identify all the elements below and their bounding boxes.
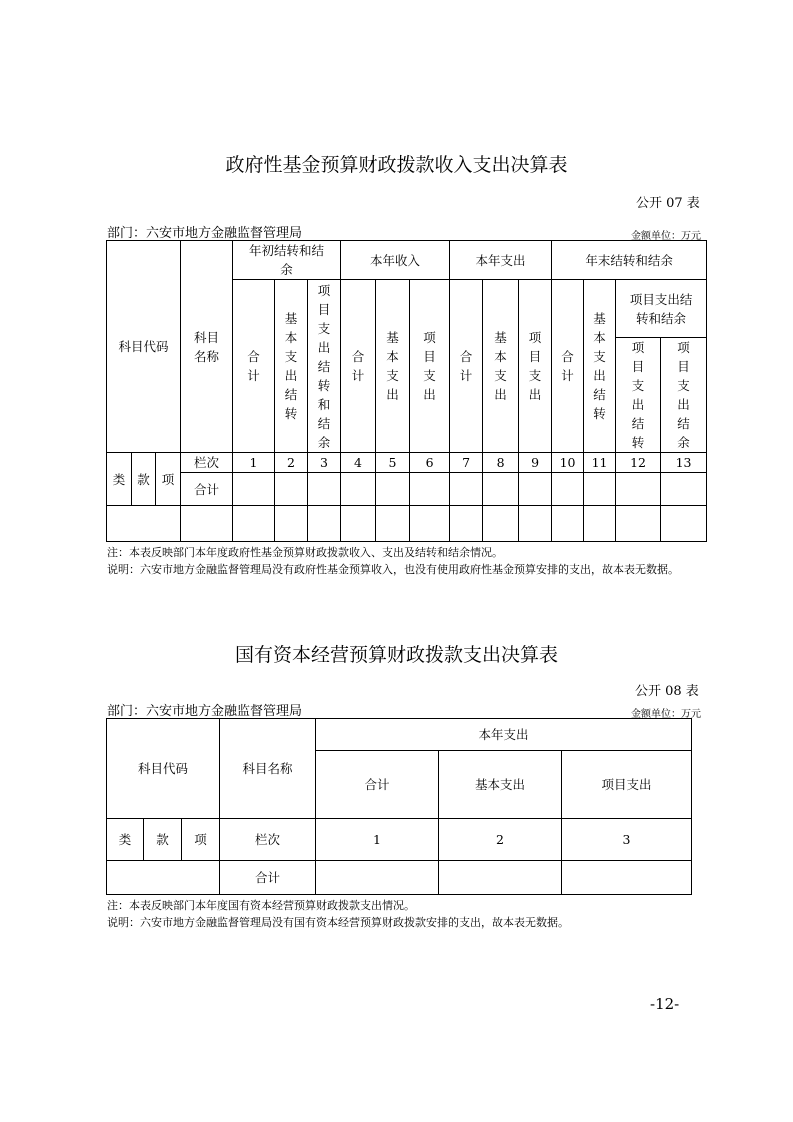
table2-row-lei: 类 bbox=[107, 819, 144, 861]
table1-grid bbox=[106, 240, 707, 542]
table1-unit: 金额单位：万元 bbox=[631, 231, 701, 242]
table1-num: 4 bbox=[341, 453, 376, 473]
table1-num: 10 bbox=[552, 453, 584, 473]
table1-num: 5 bbox=[376, 453, 410, 473]
table1-empty-row bbox=[107, 506, 707, 542]
table1-header-name: 科目名称 bbox=[181, 241, 233, 453]
table1-col-expense-basic: 基本支出 bbox=[483, 280, 519, 453]
table2-unit: 金额单位：万元 bbox=[631, 709, 701, 720]
table1-desc: 说明：六安市地方金融监督管理局没有政府性基金预算收入，也没有使用政府性基金预算安排的支出，故本表无数据。 bbox=[107, 563, 679, 576]
table1-num: 8 bbox=[483, 453, 519, 473]
table1-row-lei: 类 bbox=[107, 453, 132, 506]
table1-num: 6 bbox=[410, 453, 450, 473]
table1-col-income-project: 项目支出 bbox=[410, 280, 450, 453]
table1-num: 2 bbox=[275, 453, 308, 473]
table2-grid bbox=[106, 718, 692, 895]
table1-group-income: 本年收入 bbox=[341, 241, 450, 280]
table2-row-lanci: 栏次 bbox=[220, 819, 316, 861]
table1-row-kuan: 款 bbox=[132, 453, 156, 506]
table1-col-expense-total: 合计 bbox=[450, 280, 483, 453]
table2-num: 3 bbox=[562, 819, 692, 861]
table1-col-end-project-group: 项目支出结转和结余 bbox=[616, 280, 707, 338]
table1-col-income-basic: 基本支出 bbox=[376, 280, 410, 453]
table1-col-income-total: 合计 bbox=[341, 280, 376, 453]
table2-row-kuan: 款 bbox=[144, 819, 182, 861]
table2-dept: 部门：六安市地方金融监督管理局 bbox=[107, 704, 303, 719]
table1-num: 7 bbox=[450, 453, 483, 473]
table1-num: 13 bbox=[661, 453, 707, 473]
table2-row-xiang: 项 bbox=[182, 819, 220, 861]
table2-col-total: 合计 bbox=[316, 751, 439, 819]
table1-row-heji: 合计 bbox=[181, 473, 233, 506]
table2-note: 注：本表反映部门本年度国有资本经营预算财政拨款支出情况。 bbox=[107, 899, 415, 912]
table1-num: 11 bbox=[584, 453, 616, 473]
table1-row-xiang: 项 bbox=[156, 453, 181, 506]
table1-row-lanci: 栏次 bbox=[181, 453, 233, 473]
table1-form-no: 公开 07 表 bbox=[636, 196, 700, 211]
table1-dept: 部门：六安市地方金融监督管理局 bbox=[107, 226, 303, 241]
table1-group-end: 年末结转和结余 bbox=[552, 241, 707, 280]
table1-col-end-basic: 基本支出结转 bbox=[584, 280, 616, 453]
table1-num: 9 bbox=[519, 453, 552, 473]
table2-col-basic: 基本支出 bbox=[439, 751, 562, 819]
table1-col-end-project-surplus: 项目支出结余 bbox=[661, 338, 707, 453]
table2-num: 2 bbox=[439, 819, 562, 861]
table2-header-name: 科目名称 bbox=[220, 719, 316, 819]
table2-group-expense: 本年支出 bbox=[316, 719, 692, 751]
table1-col-end-total: 合计 bbox=[552, 280, 584, 453]
table2-header-code: 科目代码 bbox=[107, 719, 220, 819]
table1-col-begin-total: 合计 bbox=[233, 280, 275, 453]
table1-group-begin: 年初结转和结余 bbox=[233, 241, 341, 280]
table1-num: 3 bbox=[308, 453, 341, 473]
table1-col-end-project-carry: 项目支出结转 bbox=[616, 338, 661, 453]
table1-col-begin-project: 项目支出结转和结余 bbox=[308, 280, 341, 453]
table1-title: 政府性基金预算财政拨款收入支出决算表 bbox=[225, 154, 568, 176]
table1-header-code: 科目代码 bbox=[107, 241, 181, 453]
table1-group-expense: 本年支出 bbox=[450, 241, 552, 280]
table1-num: 12 bbox=[616, 453, 661, 473]
table2-desc: 说明：六安市地方金融监督管理局没有国有资本经营预算财政拨款安排的支出，故本表无数据。 bbox=[107, 916, 569, 929]
table1-col-expense-project: 项目支出 bbox=[519, 280, 552, 453]
table1-note: 注：本表反映部门本年度政府性基金预算财政拨款收入、支出及结转和结余情况。 bbox=[107, 546, 503, 559]
table2-row-heji: 合计 bbox=[220, 861, 316, 895]
table1-num: 1 bbox=[233, 453, 275, 473]
table2-col-project: 项目支出 bbox=[562, 751, 692, 819]
table2-num: 1 bbox=[316, 819, 439, 861]
table2-form-no: 公开 08 表 bbox=[635, 684, 699, 699]
table2-title: 国有资本经营预算财政拨款支出决算表 bbox=[234, 644, 558, 666]
table1-col-begin-basic: 基本支出结转 bbox=[275, 280, 308, 453]
page-number: -12- bbox=[650, 995, 680, 1013]
